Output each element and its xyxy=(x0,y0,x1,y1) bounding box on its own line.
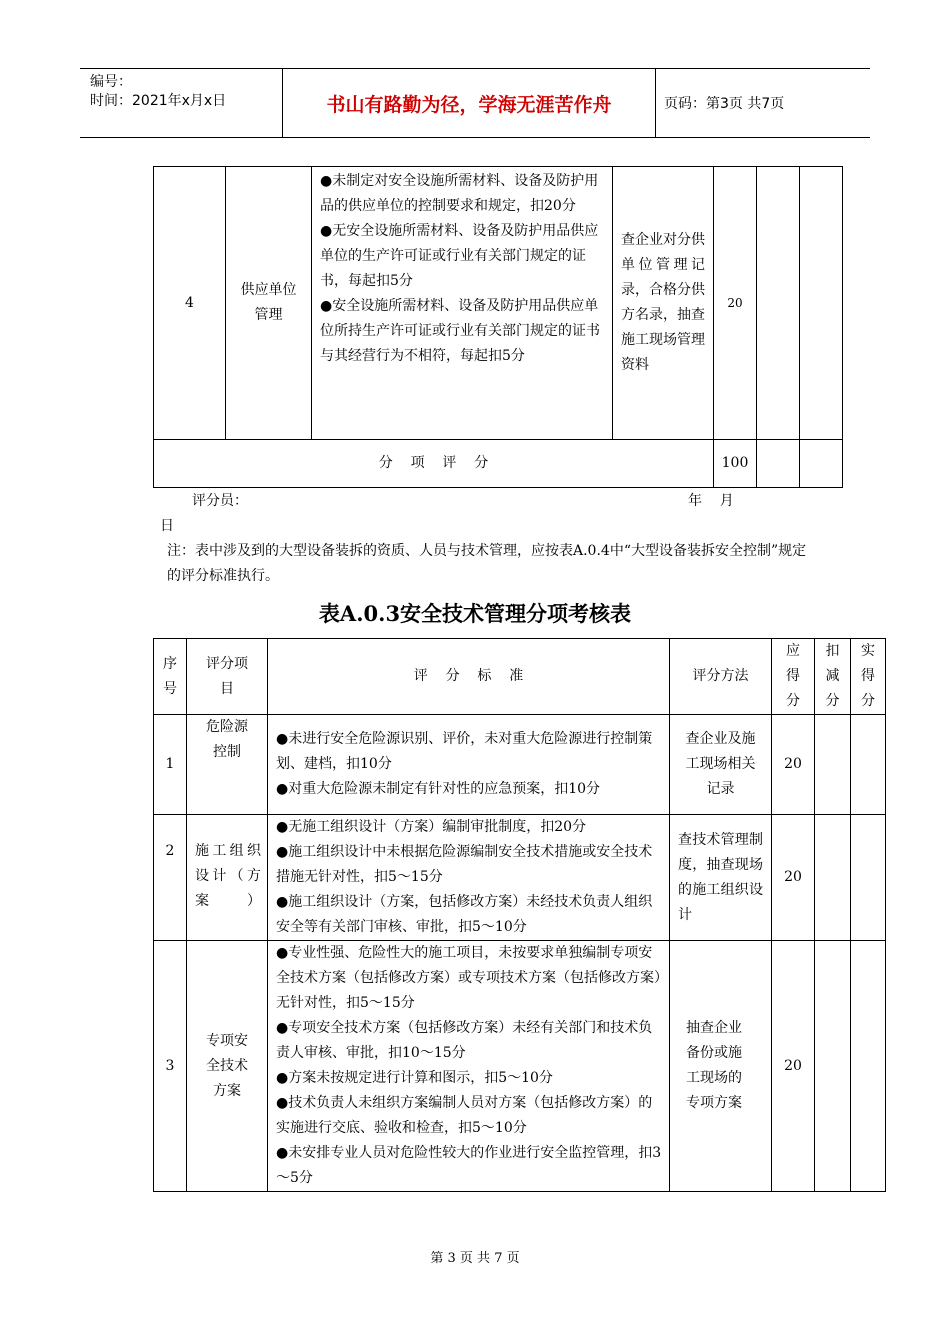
header-criteria: 评 分 标 准 xyxy=(268,639,670,715)
criteria-line: ●无安全设施所需材料、设备及防护用品供应单位的生产许可证或行业有关部门规定的证书，每起扣5分 xyxy=(320,223,599,289)
row-criteria xyxy=(268,715,670,815)
subtotal-score: 100 xyxy=(714,440,757,488)
subtotal-row xyxy=(154,440,843,488)
criteria-line: ●安全设施所需材料、设备及防护用品供应单位所持生产许可证或行业有关部门规定的证书与其经营行为不相符，每起扣5分 xyxy=(320,298,600,364)
row-deduct xyxy=(815,815,851,941)
row-no: 3 xyxy=(154,941,187,1192)
row-method xyxy=(613,167,714,440)
criteria-line: ●专项安全技术方案（包括修改方案）未经有关部门和技术负责人审核、审批，扣10～15分 xyxy=(276,1020,653,1061)
table-a03 xyxy=(153,638,886,1192)
criteria-line: ●方案未按规定进行计算和图示，扣5～10分 xyxy=(276,1070,553,1086)
row-score: 20 xyxy=(772,941,815,1192)
date-line: 年 月 xyxy=(688,493,734,509)
row-no xyxy=(154,815,187,941)
date-day: 日 xyxy=(160,518,174,534)
criteria-line: ●对重大危险源未制定有针对性的应急预案，扣10分 xyxy=(276,781,601,797)
table-title: 表A.0.3安全技术管理分项考核表 xyxy=(318,601,632,626)
page-header xyxy=(80,68,870,138)
row-criteria xyxy=(312,167,613,440)
row-deduct xyxy=(757,167,800,440)
header-motto: 书山有路勤为径，学海无涯苦作舟 xyxy=(282,69,656,137)
header-row xyxy=(154,639,886,715)
row-score: 20 xyxy=(772,715,815,815)
header-deduct: 扣减分 xyxy=(815,639,851,715)
header-method: 评分方法 xyxy=(670,639,772,715)
row-no-text: 2 xyxy=(165,843,175,859)
criteria-line: ●施工组织设计中未根据危险源编制安全技术措施或安全技术措施无针对性，扣5～15分 xyxy=(276,844,653,885)
criteria-line: ●技术负责人未组织方案编制人员对方案（包括修改方案）的实施进行交底、验收和检查，扣5～10分 xyxy=(276,1095,653,1136)
table-row xyxy=(154,941,886,1192)
row-method: 抽查企业备份或施工现场的专项方案 xyxy=(670,941,772,1192)
row-item-text: 施工组织设计（方案） xyxy=(195,843,261,909)
table-a02-continuation xyxy=(153,166,843,488)
subtotal-label: 分 项 评 分 xyxy=(154,440,714,488)
row-actual xyxy=(851,715,886,815)
row-deduct xyxy=(815,941,851,1192)
table-row xyxy=(154,815,886,941)
row-no: 4 xyxy=(154,167,226,440)
row-method xyxy=(670,815,772,941)
row-item: 专项安全技术方案 xyxy=(187,941,268,1192)
criteria-line: ●未进行安全危险源识别、评价，未对重大危险源进行控制策划、建档，扣10分 xyxy=(276,731,653,772)
header-no: 序号 xyxy=(154,639,187,715)
criteria-line: ●未安排专业人员对危险性较大的作业进行安全监控管理，扣3～5分 xyxy=(276,1145,662,1186)
row-actual xyxy=(851,941,886,1192)
row-score: 20 xyxy=(772,815,815,941)
table-row xyxy=(154,167,843,440)
row-score: 20 xyxy=(714,167,757,440)
row-item-text: 危险源控制 xyxy=(206,719,248,760)
method-text: 查技术管理制度，抽查现场的施工组织设计 xyxy=(678,831,763,923)
scorer-line: 评分员： xyxy=(192,493,248,509)
row-method: 查企业及施工现场相关记录 xyxy=(670,715,772,815)
doc-number-label: 编号： xyxy=(90,74,132,90)
header-due: 应得分 xyxy=(772,639,815,715)
row-item xyxy=(187,815,268,941)
criteria-line: ●施工组织设计（方案，包括修改方案）未经技术负责人组织安全等有关部门审核、审批，扣5～10分 xyxy=(276,894,653,935)
header-left xyxy=(90,73,286,111)
row-actual xyxy=(800,167,843,440)
row-item xyxy=(187,715,268,815)
header-item: 评分项目 xyxy=(187,639,268,715)
table-note: 注：表中涉及到的大型设备装拆的资质、人员与技术管理，应按表A.0.4中“大型设备装拆安全控制”规定的评分标准执行。 xyxy=(167,543,807,584)
subtotal-actual xyxy=(800,440,843,488)
subtotal-deduct xyxy=(757,440,800,488)
criteria-line: ●未制定对安全设施所需材料、设备及防护用品的供应单位的控制要求和规定，扣20分 xyxy=(320,173,599,214)
page-footer: 第 3 页 共 7 页 xyxy=(430,1251,520,1266)
criteria-line: ●无施工组织设计（方案）编制审批制度，扣20分 xyxy=(276,819,587,835)
doc-time-label: 时间：2021年x月x日 xyxy=(90,93,227,109)
row-criteria xyxy=(268,941,670,1192)
method-text: 查企业对分供单位管理记录，合格分供方名录，抽查施工现场管理资料 xyxy=(621,232,705,373)
table-row xyxy=(154,715,886,815)
header-page-label: 页码：第3页 共7页 xyxy=(664,96,785,112)
row-item: 供应单位管理 xyxy=(226,167,312,440)
row-no: 1 xyxy=(154,715,187,815)
header-actual: 实得分 xyxy=(851,639,886,715)
row-criteria xyxy=(268,815,670,941)
row-deduct xyxy=(815,715,851,815)
criteria-line: ●专业性强、危险性大的施工项目，未按要求单独编制专项安全技术方案（包括修改方案）或专项技术方案（包括修改方案）无针对性，扣5～15分 xyxy=(276,945,661,1011)
row-actual xyxy=(851,815,886,941)
